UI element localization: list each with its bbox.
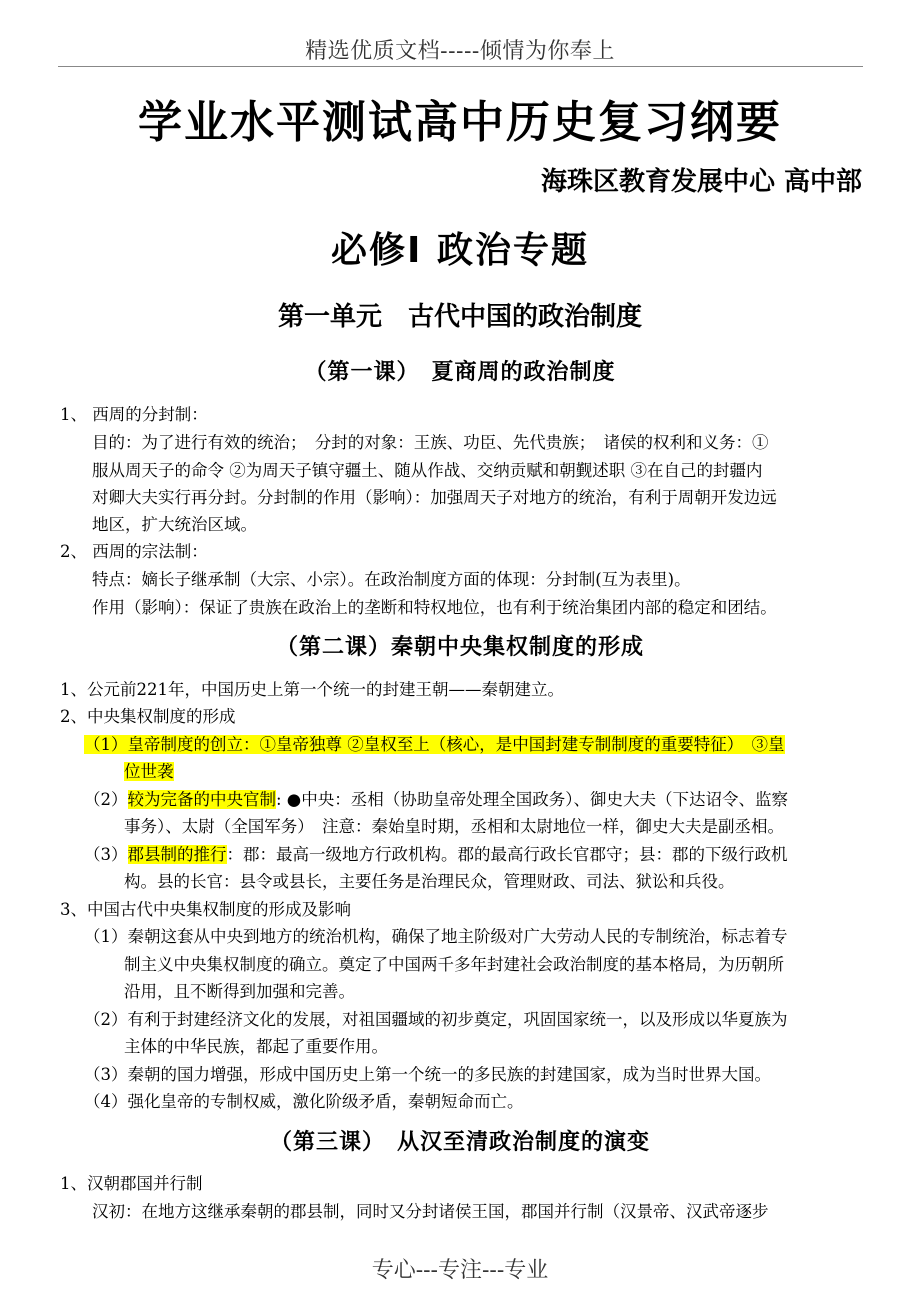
lesson1-text: 地区，扩大统治区域。	[92, 515, 257, 534]
lesson2-highlighted-text: 位世袭	[124, 762, 174, 781]
page-footer: 专心---专注---专业	[371, 1258, 549, 1283]
lesson1-text: 作用（影响）：保证了贵族在政治上的垄断和特权地位，也有利于统治集团内部的稳定和团结。	[92, 598, 777, 617]
page-header: 精选优质文档-----倾情为你奉上	[305, 39, 615, 64]
header-divider	[58, 66, 863, 67]
lesson1-text: 特点：嫡长子继承制（大宗、小宗）。在政治制度方面的体现：分封制(互为表里)。	[92, 570, 691, 589]
lesson1-item2-heading: 2、 西周的宗法制：	[60, 542, 208, 561]
lesson2-title: （第二课）秦朝中央集权制度的形成	[275, 634, 644, 660]
lesson2-text: 事务）、太尉（全国军务） 注意：秦始皇时期，丞相和太尉地位一样，御史大夫是副丞相。	[124, 817, 784, 836]
document-title: 学业水平测试高中历史复习纲要	[138, 97, 782, 148]
highlight-central-officials: 较为完备的中央官制	[127, 790, 276, 809]
lesson2-text: 2、中央集权制度的形成	[60, 707, 236, 726]
lesson2-text: 1、公元前221年，中国历史上第一个统一的封建王朝——秦朝建立。	[60, 680, 564, 699]
lesson2-highlighted-text: （1）皇帝制度的创立：①皇帝独尊 ②皇权至上（核心，是中国封建专制制度的重要特征） ③皇	[84, 735, 785, 754]
lesson2-text: 3、中国古代中央集权制度的形成及影响	[60, 900, 351, 919]
lesson1-title: （第一课） 夏商周的政治制度	[304, 359, 616, 385]
lesson1-text: 服从周天子的命令 ②为周天子镇守疆土、随从作战、交纳贡赋和朝觐述职 ③在自己的封疆内	[92, 461, 763, 480]
author-line: 海珠区教育发展中心 高中部	[540, 167, 862, 197]
lesson3-text: 汉初：在地方这继承秦朝的郡县制，同时又分封诸侯王国，郡国并行制（汉景帝、汉武帝逐步	[92, 1202, 769, 1221]
lesson2-text: （2）较为完备的中央官制: ●中央：丞相（协助皇帝处理全国政务）、御史大夫（下达诏令、监察	[84, 790, 788, 809]
lesson2-text: （3）秦朝的国力增强，形成中国历史上第一个统一的多民族的封建国家，成为当时世界大国。	[84, 1065, 771, 1084]
lesson3-text: 1、汉朝郡国并行制	[60, 1174, 203, 1193]
lesson2-text: （4）强化皇帝的专制权威，激化阶级矛盾，秦朝短命而亡。	[84, 1092, 524, 1111]
lesson3-title: （第三课） 从汉至清政治制度的演变	[269, 1129, 650, 1155]
highlight-county-system: 郡县制的推行	[127, 845, 227, 864]
unit-title: 第一单元 古代中国的政治制度	[277, 302, 642, 332]
lesson2-text: 构。县的长官：县令或县长，主要任务是治理民众，管理财政、司法、狱讼和兵役。	[124, 872, 735, 891]
lesson2-text: （1）秦朝这套从中央到地方的统治机构，确保了地主阶级对广大劳动人民的专制统治，标志着专	[84, 927, 788, 946]
lesson1-item1-heading: 1、 西周的分封制：	[60, 405, 208, 424]
lesson2-text: 制主义中央集权制度的确立。奠定了中国两千多年封建社会政治制度的基本格局，为历朝所	[124, 955, 784, 974]
lesson2-text: （2）有利于封建经济文化的发展，对祖国疆域的初步奠定，巩固国家统一，以及形成以华夏族为	[84, 1010, 788, 1029]
lesson1-text: 对卿大夫实行再分封。分封制的作用（影响）：加强周天子对地方的统治，有利于周朝开发边远	[92, 488, 777, 507]
lesson2-text: 沿用，且不断得到加强和完善。	[124, 982, 355, 1001]
lesson1-text: 目的：为了进行有效的统治； 分封的对象：王族、功臣、先代贵族； 诸侯的权利和义务：①	[92, 433, 769, 452]
lesson2-text: （3）郡县制的推行：郡：最高一级地方行政机构。郡的最高行政长官郡守；县：郡的下级行政机	[84, 845, 788, 864]
lesson2-text: 主体的中华民族，都起了重要作用。	[124, 1037, 388, 1056]
module-title: 必修Ⅰ 政治专题	[331, 230, 589, 271]
